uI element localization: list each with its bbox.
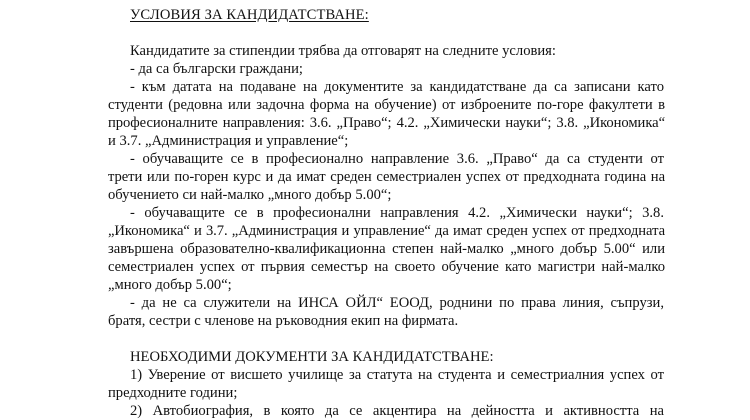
condition-enrolled-line-3: професионалните направления: 3.6. „Право“; 4.2. „Химически науки“; 3.8. „Икономика“ [108,115,665,131]
condition-other-fields-line-3: завършена образователно-квалификационна степен най-малко „много добър 5.00“ или [108,241,665,257]
document-item-2-line-1: 2) Автобиография, в която да се акцентира на дейността и активността на [130,403,664,419]
condition-not-employee-line-1: - да не са служители на ИНСА ОЙЛ“ ЕООД, роднини по права линия, съпрузи, [130,295,664,311]
condition-enrolled-line-2: студенти (редовна или задочна форма на обучение) от изброените по-горе факултети в [108,97,665,113]
condition-enrolled-line-4: и 3.7. „Администрация и управление“; [108,133,349,149]
condition-law-line-3: обучението си най-малко „много добър 5.00“; [108,187,392,203]
condition-citizenship: - да са български граждани; [130,61,303,77]
document-item-1-line-2: предходните години; [108,385,238,401]
document-item-1-line-1: 1) Уверение от висшето училище за статута на студента и семестриалния успех от [130,367,664,383]
condition-not-employee-line-2: братя, сестри с членове на ръководния екип на фирмата. [108,313,459,329]
condition-other-fields-line-1: - обучаващите се в професионални направления 4.2. „Химически науки“; 3.8. [130,205,664,221]
condition-law-line-1: - обучаващите се в професионално направление 3.6. „Право“ да са студенти от [130,151,664,167]
condition-enrolled-line-1: - към датата на подаване на документите за кандидатстване да са записани като [130,79,664,95]
documents-heading: НЕОБХОДИМИ ДОКУМЕНТИ ЗА КАНДИДАТСТВАНЕ: [130,349,494,365]
condition-law-line-2: трети или по-горен курс и да имат среден семестриален успех от предходната година на [108,169,665,185]
condition-other-fields-line-4: семестриален успех от първия семестър на своето обучение като магистри най-малко [108,259,665,275]
condition-other-fields-line-2: „Икономика“ и 3.7. „Администрация и управление“ да имат среден успех от предходната [108,223,665,239]
condition-other-fields-line-5: „много добър 5.00“; [108,277,232,293]
conditions-intro: Кандидатите за стипендии трябва да отговарят на следните условия: [130,43,556,59]
conditions-heading: УСЛОВИЯ ЗА КАНДИДАТСТВАНЕ: [130,7,369,23]
